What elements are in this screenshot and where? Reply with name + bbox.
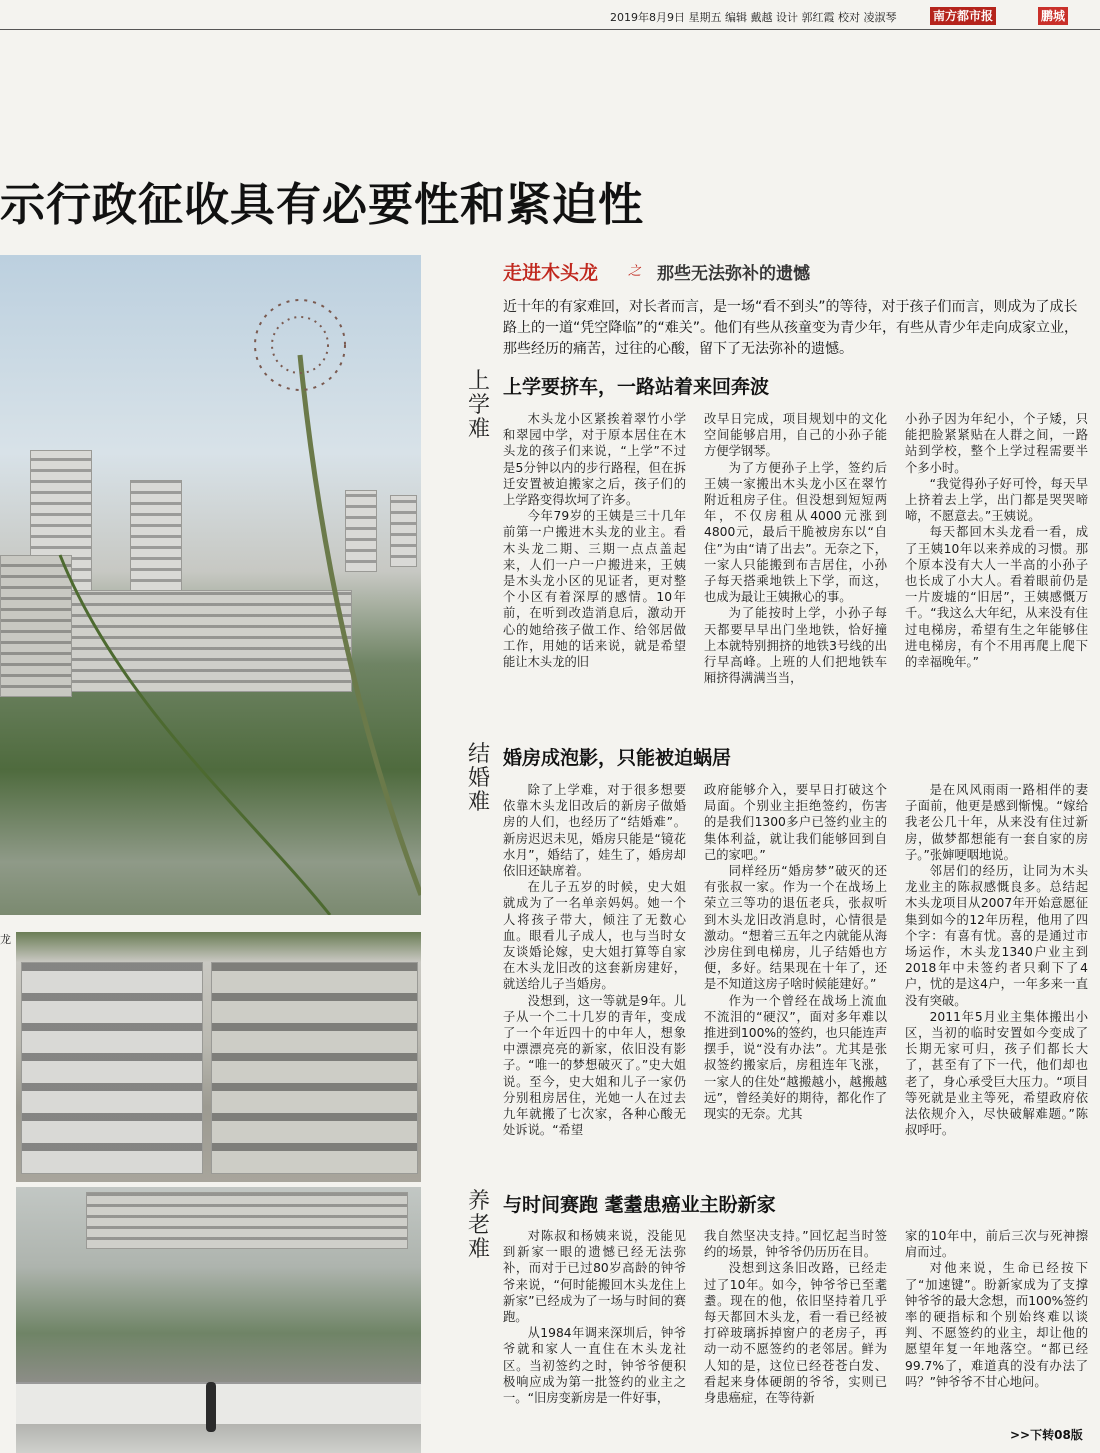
article-column: 小孙子因为年纪小，个子矮，只能把脸紧紧贴在人群之间，一路站到学校，整个上学过程需要半个多小时。 “我觉得孙子好可怜，每天早上挤着去上学，出门都是哭哭啼啼，不愿意去。”王姨说。 每天都回木头龙看一看，成了王姨10年以来养成的习惯。那个原本没有大人一半高的小孙子也长成了小大人。看着眼前仍是一片废墟的“旧居”，王姨感慨万千。“我这么大年纪，从来没有住过电梯房，希望有生之年能够住进电梯房，有个不用再爬上爬下的幸福晚年。”: [905, 412, 1088, 670]
continued-link[interactable]: >>下转08版: [1010, 1428, 1083, 1442]
header-rule: [0, 29, 1100, 30]
derelict-block: [21, 962, 203, 1174]
feature-title: 走进木头龙: [503, 262, 599, 284]
section-side-label: 结 婚 难: [467, 742, 490, 815]
section-heading: 婚房成泡影，只能被迫蜗居: [503, 747, 732, 769]
section-side-label: 上 学 难: [467, 369, 490, 442]
feature-connector: 之: [628, 264, 642, 279]
article-column: 除了上学难，对于很多想要依靠木头龙旧改后的新房子做婚房的人们，也经历了“结婚难”。新房迟迟未见，婚房只能是“镜花水月”，婚结了，娃生了，婚房却依旧还缺席着。 在儿子五岁的时候，史大姐就成为了一名单亲妈妈。她一个人将孩子带大，倾注了无数心血。眼看儿子成人，也与当时女友谈婚论嫁，史大姐打算等自家在木头龙旧改的这套新房建好，就送给儿子当婚房。 没想到，这一等就是9年。儿子从一个二十几岁的青年，变成了一个年近四十的中年人，想象中漂漂亮亮的新家，依旧没有影子。“唯一的梦想破灭了。”史大姐说。至今，史大姐和儿子一家仍分别租房居住，光她一人在过去九年就搬了七次家，各种心酸无处诉说。“希望: [503, 783, 686, 1138]
weed-stalk: [0, 255, 421, 915]
article-column: 家的10年中，前后三次与死神擦肩而过。 对他来说，生命已经按下了“加速键”。盼新家成为了支撑钟爷爷的最大念想，而100%签约率的硬指标和个别始终难以谈判、不愿签约的业主，却让他的愿望年复一年地落空。“都已经99.7%了，难道真的没有办法了吗？”钟爷爷不甘心地问。: [905, 1229, 1088, 1389]
headline: 示行政征收具有必要性和紧迫性: [0, 178, 645, 231]
section-logo: 鹏城: [1038, 7, 1068, 25]
photo-caption-fragment: 龙: [0, 933, 11, 946]
article-column: 政府能够介入，要早日打破这个局面。个别业主拒绝签约，伤害的是我们1300多户已签约业主的集体利益，就让我们能够回到自己的家吧。” 同样经历“婚房梦”破灭的还有张叔一家。作为一个在战场上荣立三等功的退伍老兵，张叔听到木头龙旧改消息时，心情很是激动。“想着三五年之内就能从海沙房住到电梯房，儿子结婚也方便，多好。结果现在十年了，还是不知道这房子啥时候能建好。” 作为一个曾经在战场上流血不流泪的“硬汉”，面对多年难以推进到100%的签约，也只能连声摆手，说“没有办法”。尤其是张叔签约搬家后，房租连年飞涨，一家人的住处“越搬越小，越搬越远”，曾经美好的期待，都化作了现实的无奈。尤其: [704, 783, 887, 1122]
section-heading: 与时间赛跑 耄耋患癌业主盼新家: [503, 1194, 776, 1216]
feature-subtitle: 那些无法弥补的遗憾: [657, 264, 810, 284]
photo-aerial-estate: [0, 255, 421, 915]
page-header: [0, 0, 1100, 30]
pedestrian: [206, 1382, 216, 1432]
section-heading: 上学要挤车，一路站着来回奔波: [503, 376, 770, 398]
hoarding-fence: [16, 1382, 421, 1424]
section-side-label: 养 老 难: [467, 1189, 490, 1262]
article-column: 我自然坚决支持。”回忆起当时签约的场景，钟爷爷仍历历在目。 没想到这条旧改路，已经走过了10年。如今，钟爷爷已至耄耋。现在的他，依旧坚持着几乎每天都回木头龙，看一看已经被打碎玻璃拆掉窗户的老房子，再动一动不愿签约的老邻居。鲜为人知的是，这位已经苍苍白发、看起来身体硬朗的爷爷，实则已身患癌症，在等待新: [704, 1229, 887, 1406]
issue-meta: 2019年8月9日 星期五 编辑 戴越 设计 郭红霞 校对 凌淑琴: [610, 11, 897, 24]
article-column: 是在风风雨雨一路相伴的妻子面前，他更是感到惭愧。“嫁给我老公几十年，从来没有住过新房，做梦都想能有一套自家的房子。”张婶哽咽地说。 邻居们的经历，让同为木头龙业主的陈叔感慨良多。总结起木头龙项目从2007年开始意愿征集到如今的12年历程，他用了四个字：有喜有忧。喜的是通过市场运作，木头龙1340户业主到2018年中未签约者只剩下了4户，忧的是这4户，一年多来一直没有突破。 2011年5月业主集体搬出小区，当初的临时安置如今变成了长期无家可归，孩子们都长大了，甚至有了下一代，他们却也老了，身心承受巨大压力。“项目等死就是业主等死，希望政府依法依规介入，尽快破解难题。”陈叔呼吁。: [905, 783, 1088, 1138]
newspaper-logo: 南方都市报: [930, 7, 996, 25]
photo-rubble-site: [16, 1187, 421, 1453]
derelict-block: [86, 1192, 408, 1249]
photo-derelict-buildings: [16, 932, 421, 1182]
article-column: 改早日完成，项目规划中的文化空间能够启用，自己的小孙子能方便学钢琴。 为了方便孙子上学，签约后王姨一家搬出木头龙小区在翠竹附近租房子住。但没想到短短两年，不仅房租从4000元涨到4800元，最后干脆被房东以“自住”为由“请了出去”。无奈之下，一家人只能搬到布吉居住，小孙子每天搭乘地铁上下学，而这，也成为最让王姨揪心的事。 为了能按时上学，小孙子每天都要早早出门坐地铁，恰好撞上本就特别拥挤的地铁3号线的出行早高峰。上班的人们把地铁车厢挤得满满当当，: [704, 412, 887, 686]
article-column: 对陈叔和杨姨来说，没能见到新家一眼的遗憾已经无法弥补，而对于已过80岁高龄的钟爷爷来说，“何时能搬回木头龙住上新家”已经成为了一场与时间的赛跑。 从1984年调来深圳后，钟爷爷就和家人一直住在木头龙社区。当初签约之时，钟爷爷便积极响应成为第一批签约的业主之一。“旧房变新房是一件好事，: [503, 1229, 686, 1406]
derelict-block: [211, 962, 418, 1174]
feature-intro: 近十年的有家难回，对长者而言，是一场“看不到头”的等待，对于孩子们而言，则成为了成长路上的一道“凭空降临”的“难关”。他们有些从孩童变为青少年，有些从青少年走向成家立业，那些经历的痛苦，过往的心酸，留下了无法弥补的遗憾。: [503, 299, 1079, 357]
article-column: 木头龙小区紧挨着翠竹小学和翠园中学，对于原本居住在木头龙的孩子们来说，“上学”不过是5分钟以内的步行路程，但在拆迁安置被迫搬家之后，孩子们的上学路变得坎坷了许多。 今年79岁的王姨是三十几年前第一户搬进木头龙的业主。看木头龙二期、三期一点点盖起来，人们一户一户搬进来，王姨是木头龙小区的见证者，更对整个小区有着深厚的感情。10年前，在听到改造消息后，激动开心的她给孩子做工作、给邻居做工作，用她的话来说，就是希望能让木头龙的旧: [503, 412, 686, 670]
